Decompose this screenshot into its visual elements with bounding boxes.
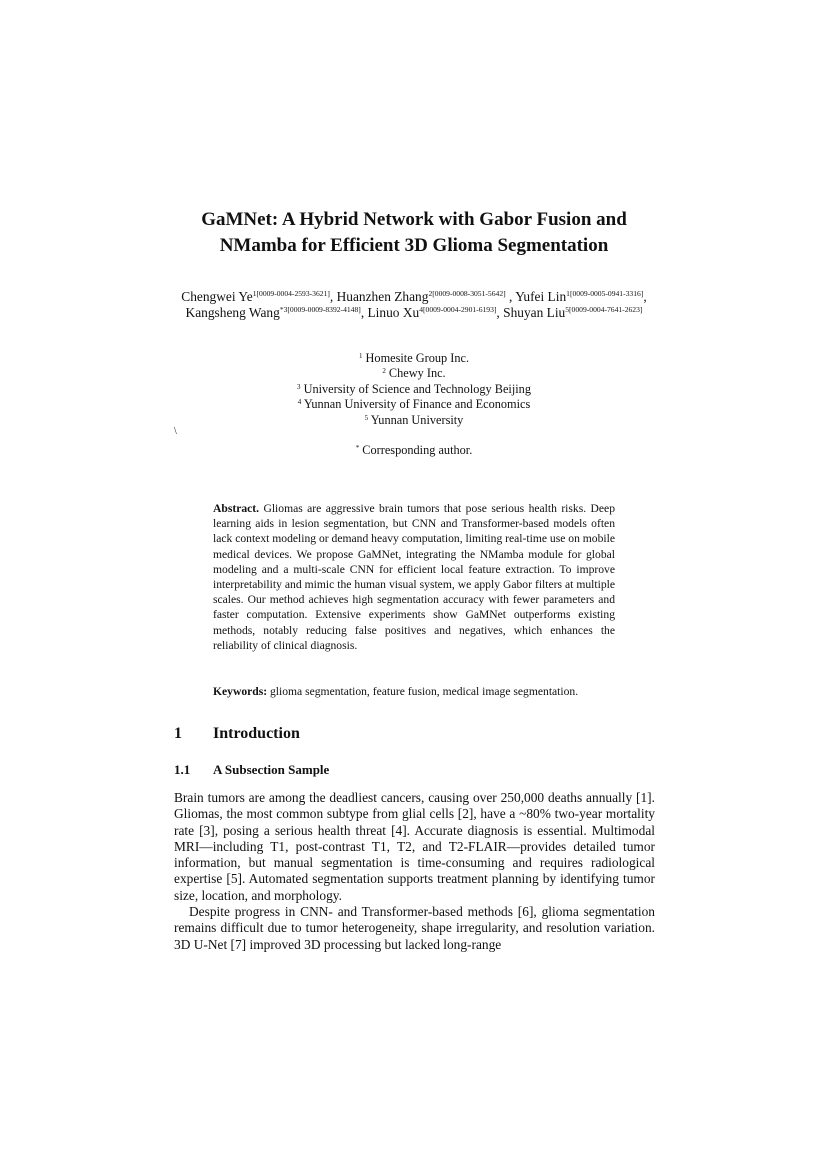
author-name: , Kangsheng Wang: [185, 289, 647, 320]
affiliation-marker: 1: [358, 352, 363, 360]
affiliation-text: Yunnan University: [368, 413, 464, 427]
abstract-label: Abstract.: [213, 502, 260, 515]
keywords-text: glioma segmentation, feature fusion, medical image segmentation.: [267, 685, 579, 698]
author-orcid: 1[0009-0005-0941-3316]: [566, 289, 644, 298]
title-line-1: GaMNet: A Hybrid Network with Gabor Fusion and: [201, 209, 627, 230]
corresponding-text: Corresponding author.: [359, 443, 473, 457]
title-line-2: NMamba for Efficient 3D Glioma Segmentation: [219, 235, 609, 256]
stray-mark: \: [174, 426, 177, 437]
abstract: [213, 501, 615, 653]
affiliation-4: [250, 397, 578, 412]
author-list: [172, 289, 656, 321]
section-number: 1: [174, 725, 182, 742]
subsection-title: A Subsection Sample: [213, 762, 330, 777]
affiliation-3: [250, 382, 578, 397]
author-orcid: 4[0009-0004-2901-6193]: [419, 305, 497, 314]
abstract-text: Gliomas are aggressive brain tumors that pose serious health risks. Deep learning aids in lesion segmentation, but CNN and Transformer-based models often lack context modeling or demand heavy computation, limiting real-time use on mobile medical devices. We propose GaMNet, integrating the NMamba module for global modeling and a multi-scale CNN for efficient local feature extraction. To improve interpretability and mimic the human visual system, we apply Gabor filters at multiple scales. Our method achieves high segmentation accuracy with fewer parameters and faster computation. Extensive experiments show GaMNet outperforms existing methods, notably reducing false positives and negatives, which enhances the reliability of clinical diagnosis.: [213, 502, 615, 652]
body-text: [174, 790, 655, 953]
affiliation-2: [250, 366, 578, 381]
author-orcid: 5[0009-0004-7641-2623]: [565, 305, 643, 314]
affiliation-marker: 3: [297, 383, 301, 391]
affiliation-marker: 5: [364, 414, 369, 422]
paper-title: [140, 207, 688, 259]
author-name: , Linuo Xu: [360, 305, 420, 320]
affiliation-1: [250, 351, 578, 366]
author-orcid: 2[0009-0008-3051-5642]: [428, 289, 506, 298]
author-orcid: *3[0009-0009-8392-4148]: [279, 305, 361, 314]
section-title: Introduction: [213, 725, 300, 742]
affiliation-text: Chewy Inc.: [385, 366, 446, 380]
affiliation-marker: 4: [297, 398, 302, 406]
author-name: , Yufei Lin: [505, 289, 567, 304]
corresponding-author-note: [250, 443, 578, 458]
author-name: Chengwei Ye: [181, 289, 253, 304]
section-heading: [174, 725, 300, 743]
subsection-heading: [174, 762, 329, 778]
paragraph-1: Brain tumors are among the deadliest cancers, causing over 250,000 deaths annually [1]. Gliomas, the most common subtype from glial cells [2], have a ~80% two-year mortality rate [3], posing a serious health threat [4]. Accurate diagnosis is essential. Multimodal MRI—including T1, post-contrast T1, T2, and T2-FLAIR—provides detailed tumor information, but manual segmentation is time-consuming and requires radiological expertise [5]. Automated segmentation supports treatment planning by identifying tumor size, location, and morphology.: [174, 790, 655, 903]
affiliation-marker: 2: [382, 367, 386, 375]
subsection-number: 1.1: [174, 762, 191, 777]
affiliation-text: Homesite Group Inc.: [362, 351, 470, 365]
keywords-label: Keywords:: [213, 685, 268, 698]
author-orcid: 1[0009-0004-2593-3621]: [252, 289, 330, 298]
author-name: , Huanzhen Zhang: [329, 289, 429, 304]
keywords: [213, 684, 633, 699]
corresponding-marker: *: [355, 444, 360, 452]
affiliation-5: [250, 413, 578, 428]
author-name: , Shuyan Liu: [496, 305, 566, 320]
affiliation-text: University of Science and Technology Beijing: [300, 382, 531, 396]
paragraph-2: Despite progress in CNN- and Transformer-based methods [6], glioma segmentation remains difficult due to tumor heterogeneity, shape irregularity, and resolution variation. 3D U-Net [7] improved 3D processing but lacked long-range: [174, 904, 655, 952]
affiliation-text: Yunnan University of Finance and Economics: [301, 397, 531, 411]
